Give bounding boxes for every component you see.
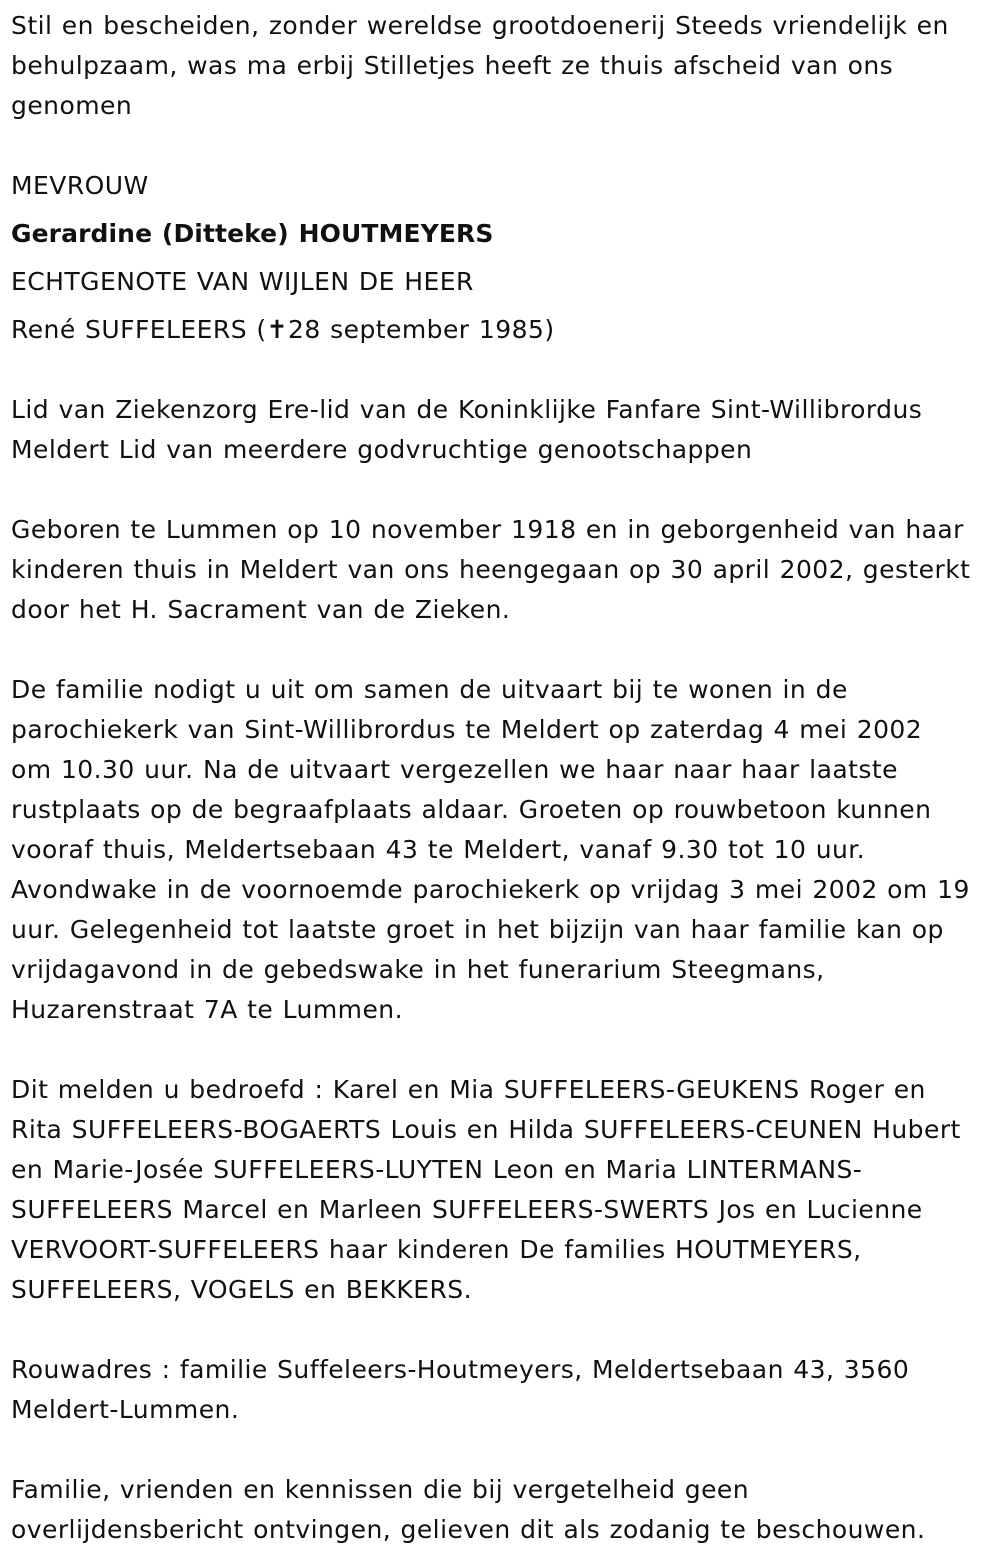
funeral-line: uur. Gelegenheid tot laatste groet in het bijzijn van haar familie kan op <box>11 915 944 944</box>
funeral-line: parochiekerk van Sint-Willibrordus te Meldert op zaterdag 4 mei 2002 <box>11 715 923 744</box>
spouse-intro: ECHTGENOTE VAN WIJLEN DE HEER <box>11 267 474 296</box>
family-line: VERVOORT-SUFFELEERS haar kinderen De families HOUTMEYERS, <box>11 1235 862 1264</box>
deceased-name: Gerardine (Ditteke) HOUTMEYERS <box>11 219 494 248</box>
address-line: Meldert-Lummen. <box>11 1395 240 1424</box>
family-line: Rita SUFFELEERS-BOGAERTS Louis en Hilda SUFFELEERS-CEUNEN Hubert <box>11 1115 961 1144</box>
birth-death-line: door het H. Sacrament van de Zieken. <box>11 595 511 624</box>
funeral-line: Avondwake in de voornoemde parochiekerk op vrijdag 3 mei 2002 om 19 <box>11 875 970 904</box>
memberships-line: Meldert Lid van meerdere godvruchtige genootschappen <box>11 435 753 464</box>
address-line: Rouwadres : familie Suffeleers-Houtmeyers, Meldertsebaan 43, 3560 <box>11 1355 910 1384</box>
funeral-line: rustplaats op de begraafplaats aldaar. Groeten op rouwbetoon kunnen <box>11 795 932 824</box>
memberships-line: Lid van Ziekenzorg Ere-lid van de Koninklijke Fanfare Sint-Willibrordus <box>11 395 923 424</box>
closing-line: overlijdensbericht ontvingen, gelieven dit als zodanig te beschouwen. <box>11 1515 926 1544</box>
birth-death-line: Geboren te Lummen op 10 november 1918 en in geborgenheid van haar <box>11 515 964 544</box>
family-line: SUFFELEERS Marcel en Marleen SUFFELEERS-SWERTS Jos en Lucienne <box>11 1195 923 1224</box>
intro-line: genomen <box>11 91 133 120</box>
family-line: SUFFELEERS, VOGELS en BEKKERS. <box>11 1275 473 1304</box>
intro-line: behulpzaam, was ma erbij Stilletjes heeft ze thuis afscheid van ons <box>11 51 894 80</box>
funeral-line: vrijdagavond in de gebedswake in het funerarium Steegmans, <box>11 955 825 984</box>
funeral-line: om 10.30 uur. Na de uitvaart vergezellen we haar naar haar laatste <box>11 755 898 784</box>
family-line: en Marie-Josée SUFFELEERS-LUYTEN Leon en Maria LINTERMANS- <box>11 1155 863 1184</box>
funeral-line: vooraf thuis, Meldertsebaan 43 te Meldert, vanaf 9.30 tot 10 uur. <box>11 835 866 864</box>
funeral-line: Huzarenstraat 7A te Lummen. <box>11 995 403 1024</box>
funeral-line: De familie nodigt u uit om samen de uitvaart bij te wonen in de <box>11 675 848 704</box>
title: MEVROUW <box>11 171 149 200</box>
birth-death-line: kinderen thuis in Meldert van ons heengegaan op 30 april 2002, gesterkt <box>11 555 971 584</box>
family-line: Dit melden u bedroefd : Karel en Mia SUFFELEERS-GEUKENS Roger en <box>11 1075 926 1104</box>
closing-line: Familie, vrienden en kennissen die bij vergetelheid geen <box>11 1475 750 1504</box>
spouse-name: René SUFFELEERS (✝28 september 1985) <box>11 315 555 344</box>
intro-line: Stil en bescheiden, zonder wereldse grootdoenerij Steeds vriendelijk en <box>11 11 949 40</box>
